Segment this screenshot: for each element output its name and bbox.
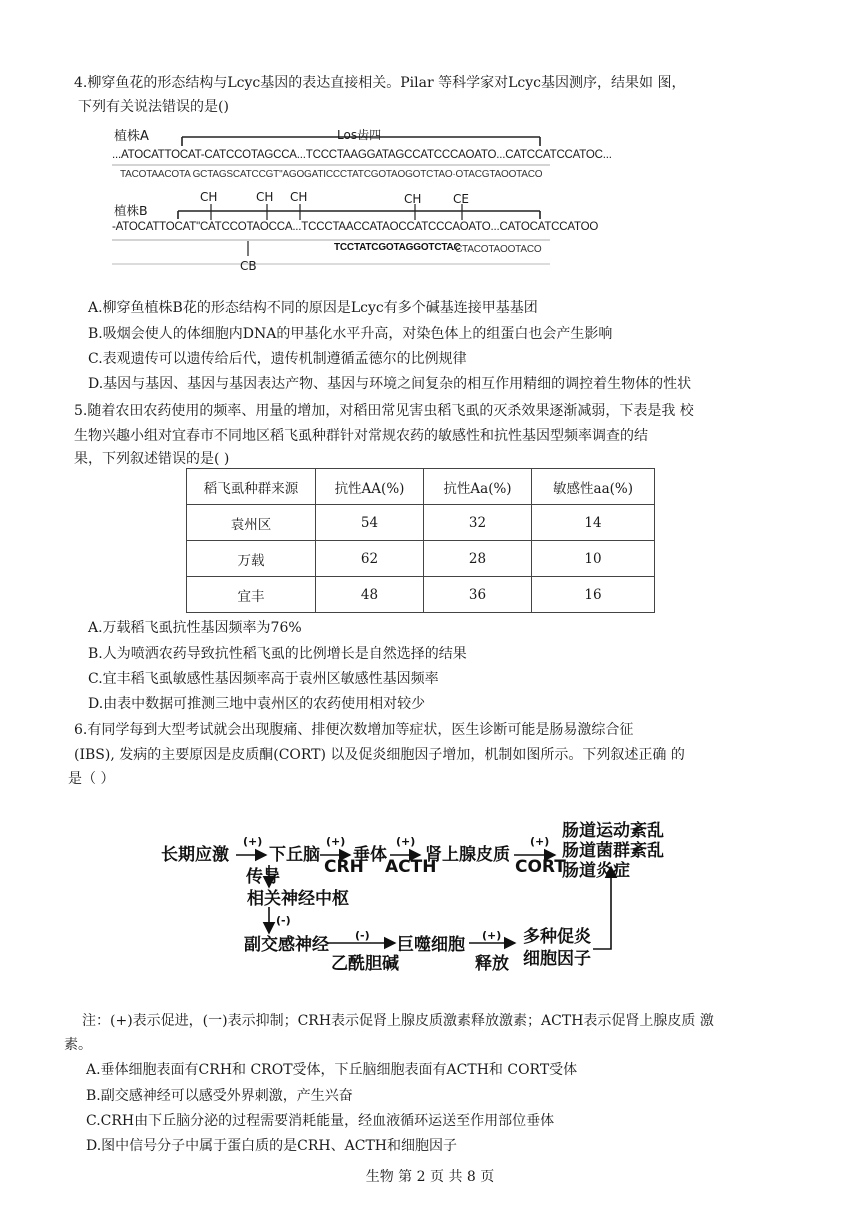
q5-stem-line1: 5.随着农田农药使用的频率、用量的增加，对稻田常见害虫稻飞虱的灭杀效果逐渐减弱，下表是我 校 (74, 403, 694, 419)
table-cell: 36 (424, 577, 532, 613)
plant-b-label: 植株B (114, 203, 148, 218)
q4-option-b: B.吸烟会使人的体细胞内DNA的甲基化水平升高，对染色体上的组蛋白也会产生影响 (88, 326, 613, 342)
table-cell: 62 (316, 541, 424, 577)
q6-option-c: C.CRH由下丘脑分泌的过程需要消耗能量，经血液循环运送至作用部位垂体 (86, 1113, 555, 1129)
label-conduct: 传导 (246, 867, 280, 887)
sign-nerve-parasympathetic: (-) (276, 914, 291, 927)
table-header: 敏感性aa(%) (532, 469, 655, 505)
q6-option-d: D.图中信号分子中属于蛋白质的是CRH、ACTH和细胞因子 (86, 1138, 458, 1154)
methylation-figure (110, 124, 612, 276)
seq-b-bottom-tail: ·CTACOTAOOTACO (452, 244, 542, 255)
sign-macrophage-cytokine: (+) (482, 929, 502, 942)
q6-option-a: A.垂体细胞表面有CRH和 CROT受体，下丘脑细胞表面有ACTH和 CORT受体 (86, 1062, 578, 1078)
cb-label: CB (240, 259, 257, 273)
sign-stress-hypothalamus: (+) (243, 835, 263, 848)
table-row (187, 541, 655, 577)
region-label: Los齿四 (337, 128, 382, 142)
table-row (187, 577, 655, 613)
q5-stem-line3: 果，下列叙述错误的是( ) (74, 451, 230, 467)
table-cell: 14 (532, 505, 655, 541)
table-cell: 28 (424, 541, 532, 577)
node-macrophage: 巨噬细胞 (397, 935, 465, 955)
q4-stem-line2: 下列有关说法错误的是() (78, 99, 229, 115)
table-cell: 万载 (187, 541, 316, 577)
ibs-mechanism-diagram (83, 815, 698, 980)
node-adrenal-cortex: 肾上腺皮质 (425, 845, 510, 865)
table-cell: 54 (316, 505, 424, 541)
signal-acetylcholine: 乙酰胆碱 (331, 954, 399, 974)
methyl-label-3: CH (290, 190, 308, 204)
q4-stem-line1: 4.柳穿鱼花的形态结构与Lcyc基因的表达直接相关。Pilar 等科学家对Lcyc基因测序，结果如 图， (74, 75, 686, 91)
seq-b-bottom-bold: TCCTATCGOTAGGOTCTAC (334, 242, 461, 253)
effect-motility: 肠道运动紊乱 (562, 821, 664, 841)
q5-option-c: C.宜丰稻飞虱敏感性基因频率高于袁州区敏感性基因频率 (88, 671, 439, 687)
sign-pituitary-adrenal: (+) (396, 835, 416, 848)
methyl-label-5: CE (453, 192, 469, 206)
node-nerve-center: 相关神经中枢 (247, 889, 349, 909)
node-parasympathetic: 副交感神经 (244, 935, 329, 955)
effect-inflammation: 肠道炎症 (562, 861, 630, 881)
q6-stem-line2: (IBS), 发病的主要原因是皮质酮(CORT) 以及促炎细胞因子增加，机制如图所示。下列叙述正确 的 (74, 747, 685, 763)
seq-a-bottom: TACOTAACOTA GCTAGSCATCCGT"AGOGATICCCTATCGOTAOGOTCTAO·OTACGTAOOTACO (120, 169, 543, 180)
node-hypothalamus: 下丘脑 (269, 845, 320, 865)
q6-note-line2: 素。 (64, 1037, 92, 1053)
sign-adrenal-effects: (+) (530, 835, 550, 848)
node-pituitary: 垂体 (353, 845, 387, 865)
q4-option-d: D.基因与基因、基因与基因表达产物、基因与环境之间复杂的相互作用精细的调控着生物体的性状 (88, 376, 692, 392)
table-cell: 32 (424, 505, 532, 541)
q5-option-a: A.万载稻飞虱抗性基因频率为76% (88, 620, 302, 636)
q6-note-line1: 注：(+)表示促进，(一)表示抑制；CRH表示促肾上腺皮质激素释放激素；ACTH表示促肾上腺皮质 激 (82, 1013, 714, 1029)
resistance-table (186, 468, 655, 613)
plant-a-label: 植株A (114, 129, 149, 144)
table-row (187, 505, 655, 541)
table-header: 抗性AA(%) (316, 469, 424, 505)
table-cell: 宜丰 (187, 577, 316, 613)
signal-acth: ACTH (385, 857, 437, 877)
q5-option-d: D.由表中数据可推测三地中袁州区的农药使用相对较少 (88, 696, 426, 712)
table-cell: 16 (532, 577, 655, 613)
q6-stem-line3: 是（ ） (68, 771, 115, 787)
table-cell: 袁州区 (187, 505, 316, 541)
label-release: 释放 (475, 954, 509, 974)
table-cell: 48 (316, 577, 424, 613)
node-stress: 长期应激 (161, 845, 229, 865)
seq-b-top: -ATOCATTOCAT"CATCCOTAOCCA...TCCCTAACCATAOCCATCCCAOATO...CATOCATCCATOO (112, 221, 599, 233)
q6-stem-line1: 6.有同学每到大型考试就会出现腹痛、排便次数增加等症状，医生诊断可能是肠易激综合征 (74, 722, 634, 738)
q6-option-b: B.副交感神经可以感受外界刺激，产生兴奋 (86, 1088, 353, 1104)
node-cytokine-line2: 细胞因子 (523, 949, 591, 969)
table-header: 抗性Aa(%) (424, 469, 532, 505)
sign-ach-macrophage: (-) (355, 929, 370, 942)
q4-option-a: A.柳穿鱼植株B花的形态结构不同的原因是Lcyc有多个碱基连接甲基基团 (88, 300, 538, 316)
methyl-label-2: CH (256, 190, 274, 204)
methyl-label-4: CH (404, 192, 422, 206)
q4-option-c: C.表观遗传可以遗传给后代，遗传机制遵循孟德尔的比例规律 (88, 351, 467, 367)
effect-flora: 肠道菌群紊乱 (562, 841, 664, 861)
signal-cort: CORT (515, 857, 566, 877)
q5-option-b: B.人为喷洒农药导致抗性稻飞虱的比例增长是自然选择的结果 (88, 646, 467, 662)
table-cell: 10 (532, 541, 655, 577)
table-header-row (187, 469, 655, 505)
seq-a-top: ...ATOCATTOCAT-CATCCOTAGCCA...TCCCTAAGGATAGCCATCCCAOATO...CATCCATCCATOC... (112, 149, 612, 161)
node-cytokine-line1: 多种促炎 (523, 927, 591, 947)
q5-stem-line2: 生物兴趣小组对宜春市不同地区稻飞虱种群针对常规农药的敏感性和抗性基因型频率调查的结 (74, 428, 648, 444)
signal-crh: CRH (324, 857, 364, 877)
page-footer: 生物 第 2 页 共 8 页 (365, 1169, 495, 1185)
sign-hypothalamus-pituitary: (+) (326, 835, 346, 848)
methyl-label-1: CH (200, 190, 218, 204)
table-header: 稻飞虱种群来源 (187, 469, 316, 505)
